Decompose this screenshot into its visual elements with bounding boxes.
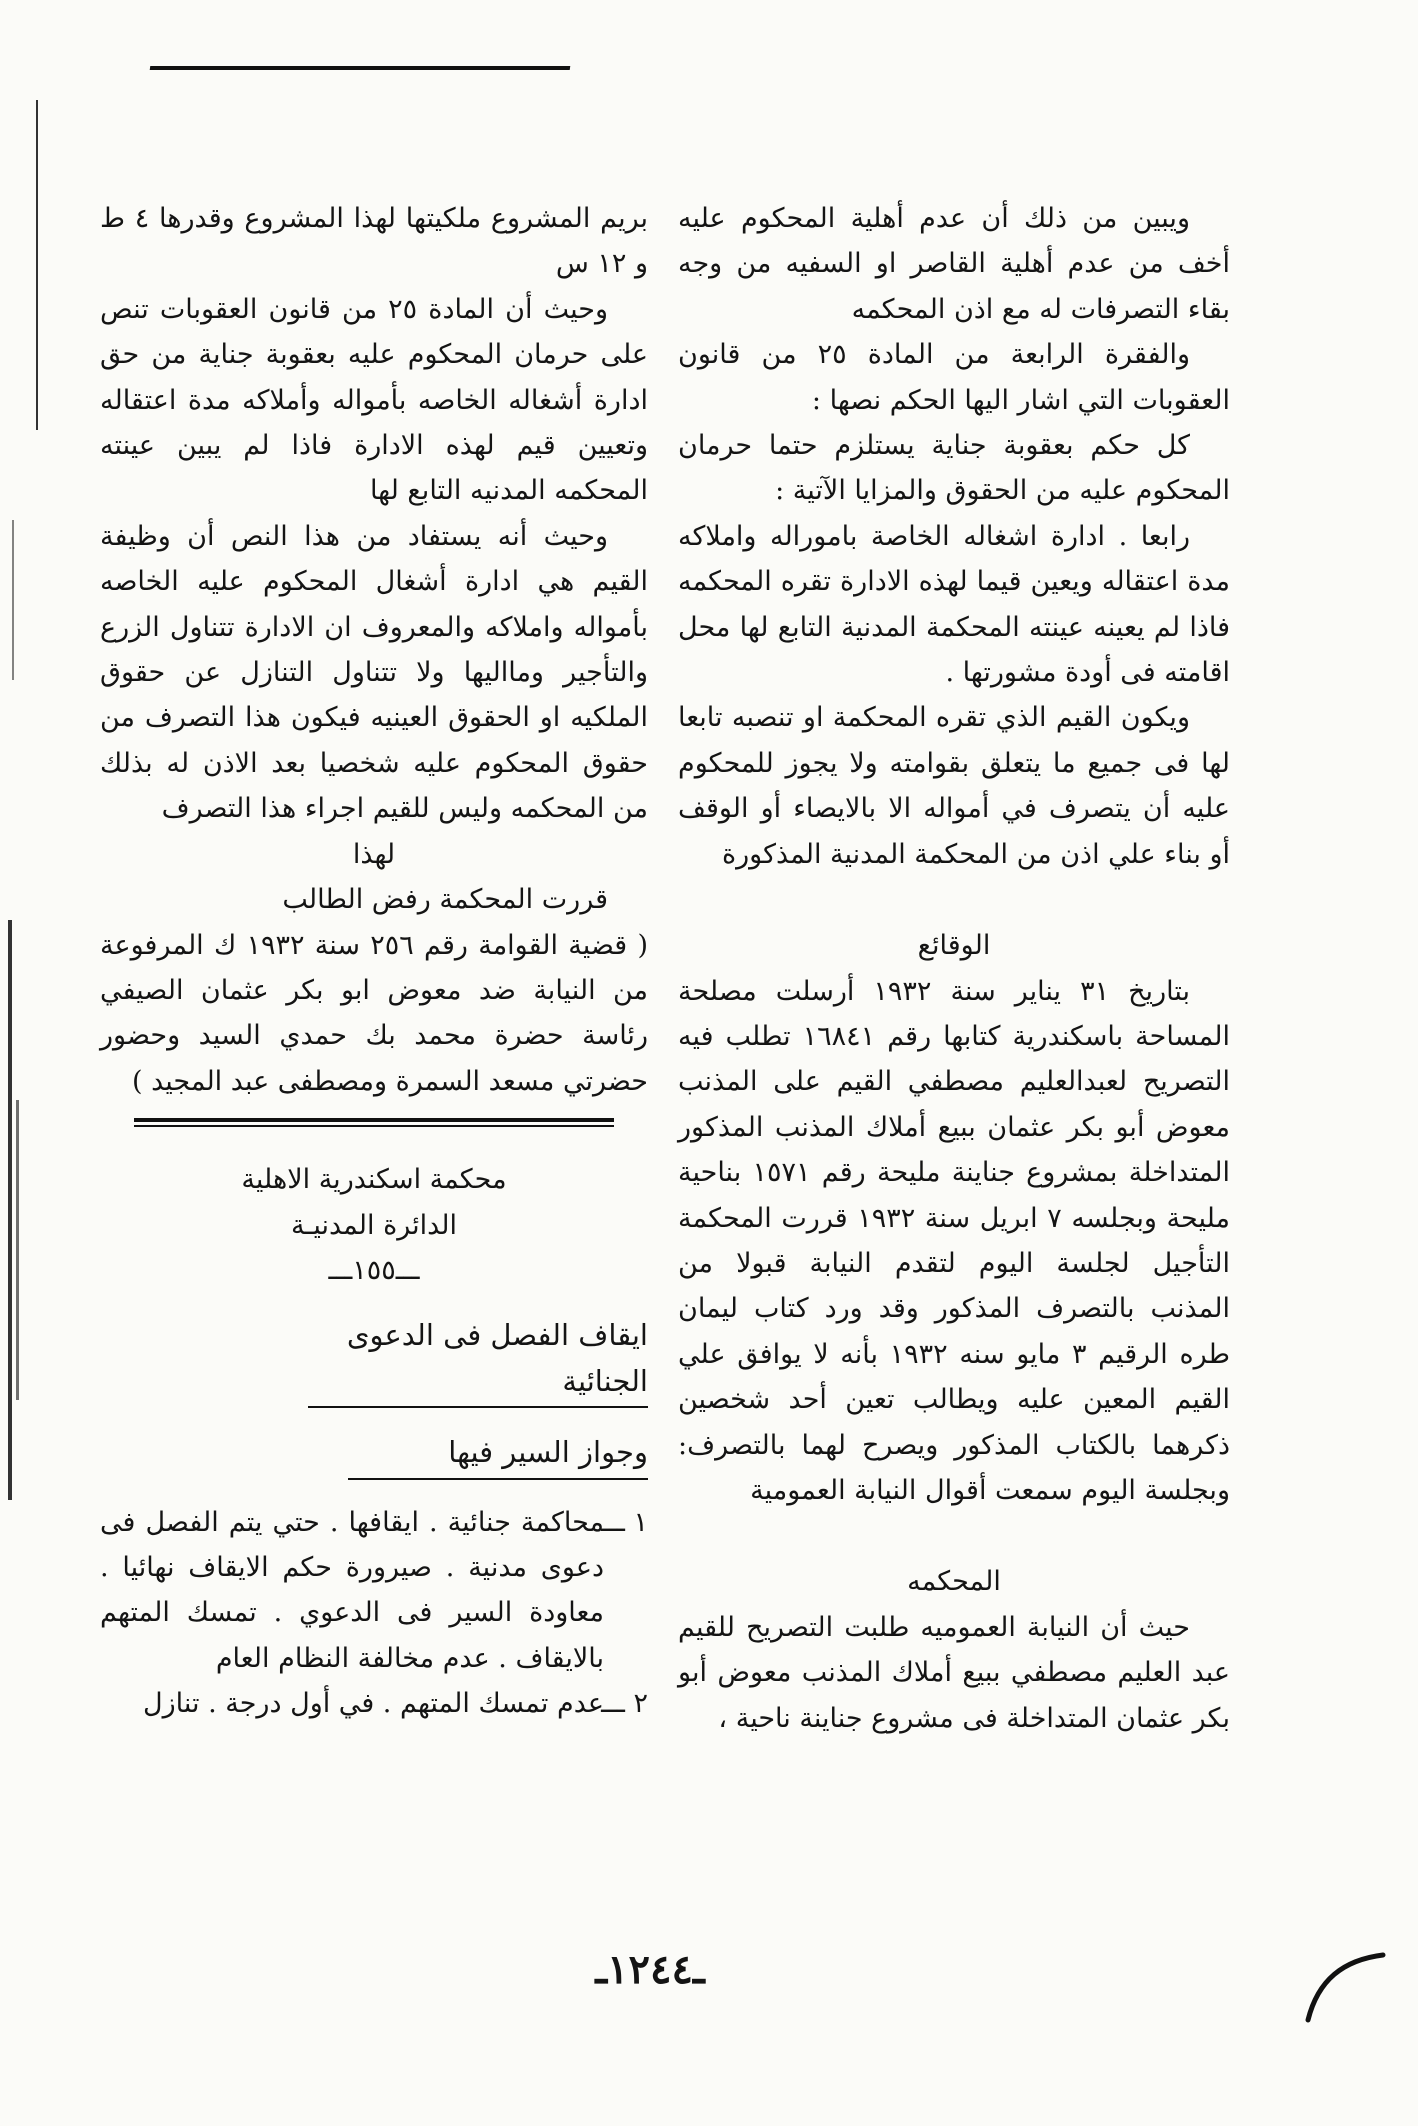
fourth-clause-paragraph: رابعا . ادارة اشغاله الخاصة باموراله واملاكه مدة اعتقاله ويعين قيما لهذه الادارة تقره المحكمه فاذا لم يعينه عينته المحكمة المدنية التابع لها محل اقامته فى أودة مشورتها .	[678, 520, 1230, 689]
article25-paragraph: وحيث أن المادة ٢٥ من قانون العقوبات تنص على حرمان المحكوم عليه بعقوبة جناية من حق ادارة أشغاله الخاصه بأمواله وأملاكه مدة اعتقاله وتعيين قيم لهذه الادارة فاذا لم يبين عينته المحكمه المدنيه التابع لها	[100, 293, 648, 507]
principle-1-text: محاكمة جنائية . ايقافها . حتي يتم الفصل فى دعوى مدنية . صيرورة حكم الايقاف نهائيا . معاودة السير فى الدعوي . تمسك المتهم بالايقاف . عدم مخالفة النظام العام	[100, 1506, 604, 1674]
principle-2	[100, 1681, 648, 1726]
section-divider	[134, 1118, 614, 1127]
case-number: ـــ١٥٥ـــ	[328, 1254, 420, 1286]
court-heading: المحكمه	[907, 1566, 1001, 1598]
facts-heading: الوقائع	[917, 930, 991, 962]
continuation-paragraph: بريم المشروع ملكيتها لهذا المشروع وقدرها ٤ ط و ١٢ س	[100, 203, 648, 280]
court-paragraph: حيث أن النيابة العموميه طلبت التصريح للقيم عبد العليم مصطفي ببيع أملاك المذنب معوض أبو بكر عثمان المتداخلة فى مشروع جناينة ناحية ،	[678, 1611, 1230, 1734]
scan-margin-marks	[2, 100, 62, 1500]
decision-text: قررت المحكمة رفض الطالب	[282, 884, 608, 916]
principle-2-text: عدم تمسك المتهم . في أول درجة . تنازل	[142, 1688, 604, 1720]
guardian-paragraph: ويكون القيم الذي تقره المحكمة او تنصبه تابعا لها فى جميع ما يتعلق بقوامته ولا يجوز للمحكوم عليه أن يتصرف في أمواله الا بالايصاء أو الوقف أو بناء علي اذن من المحكمة المدنية المذكورة	[678, 702, 1230, 870]
article-paragraph: والفقرة الرابعة من المادة ٢٥ من قانون العقوبات التي اشار اليها الحكم نصها :	[678, 339, 1230, 416]
right-column	[678, 196, 1230, 1741]
quote-paragraph: كل حكم بعقوبة جناية يستلزم حتما حرمان المحكوم عليه من الحقوق والمزايا الآتية :	[678, 430, 1230, 507]
facts-paragraph: بتاريخ ٣١ يناير سنة ١٩٣٢ أرسلت مصلحة المساحة باسكندرية كتابها رقم ١٦٨٤١ تطلب فيه التصريح لعبدالعليم مصطفي القيم على المذنب معوض أبو بكر عثمان ببيع أملاك المذنب المذكور المتداخلة بمشروع جناينة مليحة رقم ١٥٧١ بناحية مليحة وبجلسه ٧ ابريل سنة ١٩٣٢ قررت المحكمة التأجيل لجلسة اليوم لتقدم النيابة قبولا من المذنب بالتصرف المذكور وقد ورد كتاب ليمان طره الرقيم ٣ مايو سنه ١٩٣٢ بأنه لا يوافق علي القيم المعين عليه ويطالب تعين أحد شخصين ذكرهما بالكتاب المذكور ويصرح لهما بالتصرف: وبجلسة اليوم سمعت أقوال النيابة العمومية	[678, 975, 1230, 1506]
page-number: ـ١٢٤٤ـ	[595, 1946, 705, 1993]
guardian-role-paragraph: وحيث أنه يستفاد من هذا النص أن وظيفة القيم هي ادارة أشغال المحكوم عليه الخاصه بأمواله واملاكه والمعروف ان الادارة تتناول الزرع والتأجير ومااليها ولا تتناول التنازل عن حقوق الملكيه او الحقوق العينيه فيكون هذا التصرف من حقوق المحكوم عليه شخصيا بعد الاذن له بذلك من المحكمه وليس للقيم اجراء هذا التصرف	[100, 520, 648, 825]
therefore-label: لهذا	[352, 838, 396, 870]
principle-1	[100, 1500, 648, 1682]
left-column	[100, 196, 648, 1727]
headline-suspension: ايقاف الفصل فى الدعوى الجنائية	[308, 1313, 648, 1408]
headline-proceeding: وجواز السير فيها	[348, 1430, 648, 1479]
court-name: محكمة اسكندرية الاهلية	[241, 1164, 507, 1196]
top-rule	[150, 66, 571, 70]
corner-pen-mark	[1298, 1940, 1388, 2030]
circuit-name: الدائرة المدنيـة	[290, 1209, 458, 1241]
principle-2-number: ٢ ـــ	[601, 1688, 648, 1720]
case-reference: ( قضية القوامة رقم ٢٥٦ سنة ١٩٣٢ ك المرفوعة من النيابة ضد معوض ابو بكر عثمان الصيفي رئاسة حضرة محمد بك حمدي السيد وحضور حضرتي مسعد السمرة ومصطفى عبد المجيد )	[100, 929, 648, 1097]
principle-1-number: ١ ـــ	[601, 1506, 648, 1538]
intro-paragraph: ويبين من ذلك أن عدم أهلية المحكوم عليه أخف من عدم أهلية القاصر او السفيه من وجه بقاء التصرفات له مع اذن المحكمه	[678, 203, 1230, 325]
